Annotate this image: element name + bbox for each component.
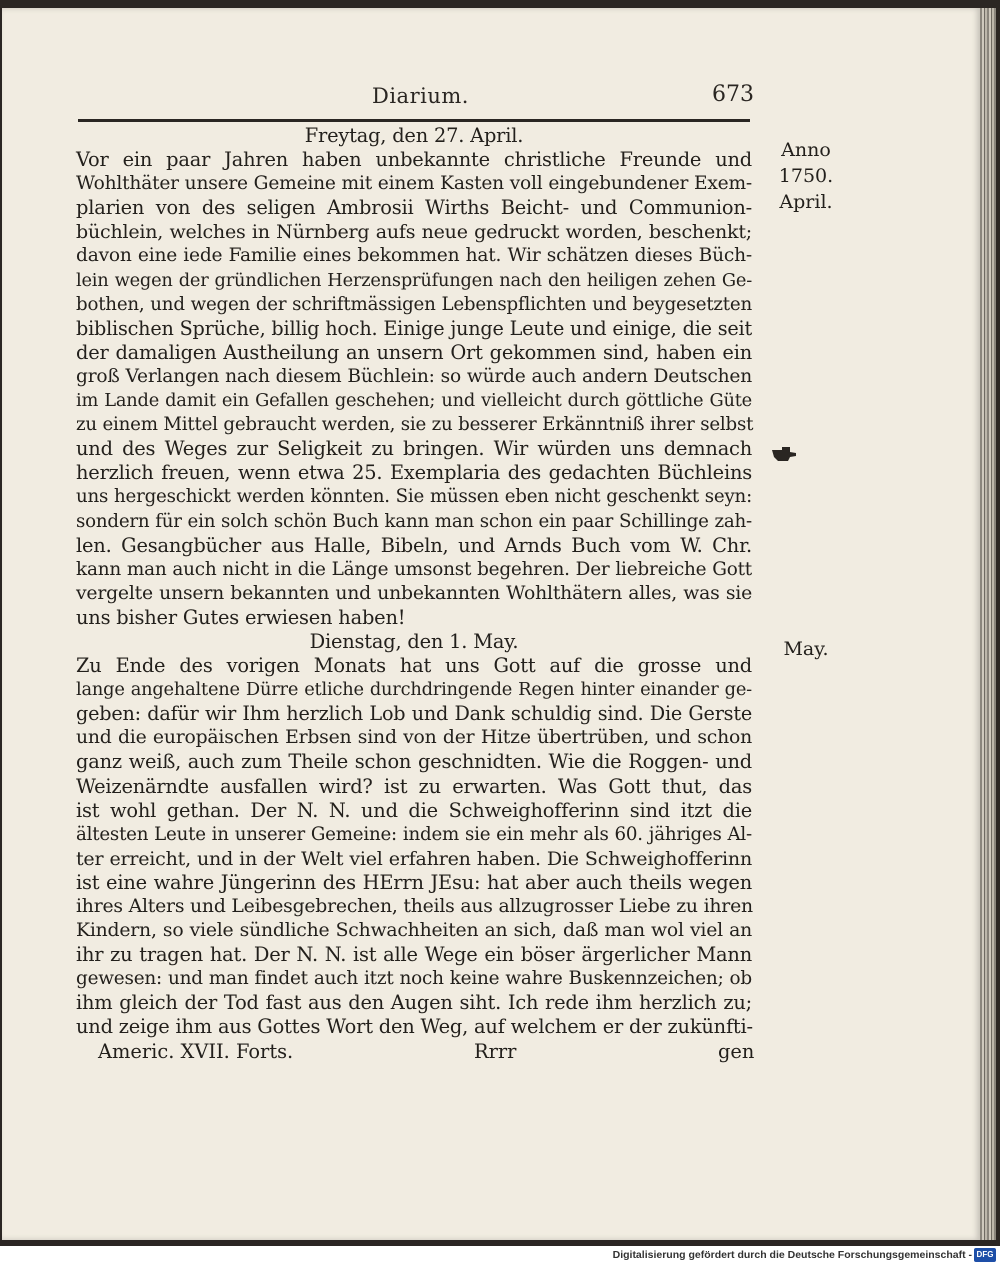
margin-note-line: April. [779, 191, 833, 213]
text-line: zu einem Mittel gebraucht werden, sie zu besserer Erkänntniß ihrer selbst [76, 414, 754, 436]
text-line: ter erreicht, und in der Welt viel erfahren haben. Die Schweighofferinn [76, 847, 752, 870]
text-line: kann man auch nicht in die Länge umsonst begehren. Der liebreiche Gott [76, 558, 752, 580]
text-line: ältesten Leute in unserer Gemeine: indem sie ein mehr als 60. jähriges Al- [76, 823, 752, 845]
dfg-logo: DFG [974, 1248, 996, 1262]
text-line: biblischen Sprüche, billig hoch. Einige junge Leute und einige, die seit [76, 316, 752, 340]
text-line: ihres Alters und Leibesgebrechen, theils aus allzugrosser Liebe zu ihren [76, 896, 753, 917]
header-rule [78, 119, 750, 122]
text-line: plarien von des seligen Ambrosii Wirths Beicht- und Communion- [76, 196, 752, 220]
page-number: 673 [712, 82, 754, 107]
text-line: davon eine iede Familie eines bekommen hat. Wir schätzen dieses Büch- [76, 245, 752, 267]
text-line: gewesen: und man findet auch itzt noch keine wahre Buskennzeichen; ob [76, 968, 752, 990]
text-line: ist eine wahre Jüngerinn des HErrn JEsu: hat aber auch theils wegen [76, 870, 752, 894]
margin-note-line: Anno [781, 139, 831, 161]
credit-bar [0, 1246, 1000, 1266]
text-line: sondern für ein solch schön Buch kann man schon ein paar Schillinge zah- [76, 510, 752, 532]
text-line: vergelte unsern bekannten und unbekannten Wohlthätern alles, was sie [76, 582, 752, 604]
margin-note-line: 1750. [778, 165, 834, 187]
text-line: bothen, und wegen der schriftmässigen Lebenspflichten und beygesetzten [76, 293, 752, 315]
page-edge [980, 8, 996, 1240]
text-line: der damaligen Austheilung an unsern Ort gekommen sind, haben ein [76, 340, 752, 364]
text-line: ganz weiß, auch zum Theile schon geschnidten. Wie die Roggen- und [76, 750, 752, 774]
margin-note-date [772, 137, 840, 215]
text-line: Weizenärndte ausfallen wird? ist zu erwarten. Was Gott thut, das [76, 774, 752, 798]
credit-text: Digitalisierung gefördert durch die Deutsche Forschungsgemeinschaft - [612, 1249, 972, 1261]
text-line: im Lande damit ein Gefallen geschehen; und vielleicht durch göttliche Güte [76, 390, 752, 412]
text-line: und die europäischen Erbsen sind von der Hitze übertrüben, und schon [76, 727, 752, 749]
text-line: lein wegen der gründlichen Herzensprüfungen nach den heiligen zehen Ge- [76, 269, 752, 291]
text-line: und des Weges zur Seligkeit zu bringen. Wir würden uns demnach [76, 437, 752, 461]
text-line: groß Verlangen nach diesem Büchlein: so würde auch andern Deutschen [76, 365, 752, 387]
text-line: und zeige ihm aus Gottes Wort den Weg, auf welchem er der zukünfti- [76, 1015, 753, 1039]
margin-note-month: May. [783, 638, 829, 660]
text-line: lange angehaltene Dürre etliche durchdringende Regen hinter einander ge- [76, 679, 752, 701]
pointing-hand-icon [770, 444, 798, 464]
text-line: ist wohl gethan. Der N. N. und die Schweighofferinn sind itzt die [76, 798, 752, 822]
entry-heading: Freytag, den 27. April. [304, 124, 524, 147]
running-title: Diarium. [372, 84, 469, 108]
text-line: uns bisher Gutes erwiesen haben! [76, 605, 406, 629]
text-line: Vor ein paar Jahren haben unbekannte christliche Freunde und [76, 148, 752, 172]
text-line: Zu Ende des vorigen Monats hat uns Gott auf die grosse und [76, 654, 752, 678]
text-line: büchlein, welches in Nürnberg aufs neue gedruckt worden, beschenkt; [76, 221, 752, 244]
text-line: ihm gleich der Tod fast aus den Augen siht. Ich rede ihm herzlich zu; [76, 991, 752, 1015]
text-line: len. Gesangbücher aus Halle, Bibeln, und Arnds Buch vom W. Chr. [76, 533, 752, 557]
signature-mark: Americ. XVII. Forts. [98, 1040, 294, 1063]
text-line: Kindern, so viele sündliche Schwachheiten an sich, daß man wol viel an [76, 920, 752, 942]
text-line: geben: dafür wir Ihm herzlich Lob und Dank schuldig sind. Die Gerste [76, 702, 752, 726]
text-line: Wohlthäter unsere Gemeine mit einem Kasten voll eingebundener Exem- [76, 173, 752, 195]
text-line: ihr zu tragen hat. Der N. N. ist alle Wege ein böser ärgerlicher Mann [76, 943, 752, 967]
catchword: gen [718, 1040, 755, 1063]
text-line: herzlich freuen, wenn etwa 25. Exemplaria des gedachten Büchleins [76, 461, 752, 485]
entry-heading: Dienstag, den 1. May. [309, 629, 519, 653]
text-line: uns hergeschickt werden könnten. Sie müssen eben nicht geschenkt seyn: [76, 486, 752, 508]
body-text [76, 124, 752, 1040]
sheet-mark: Rrrr [474, 1040, 517, 1063]
